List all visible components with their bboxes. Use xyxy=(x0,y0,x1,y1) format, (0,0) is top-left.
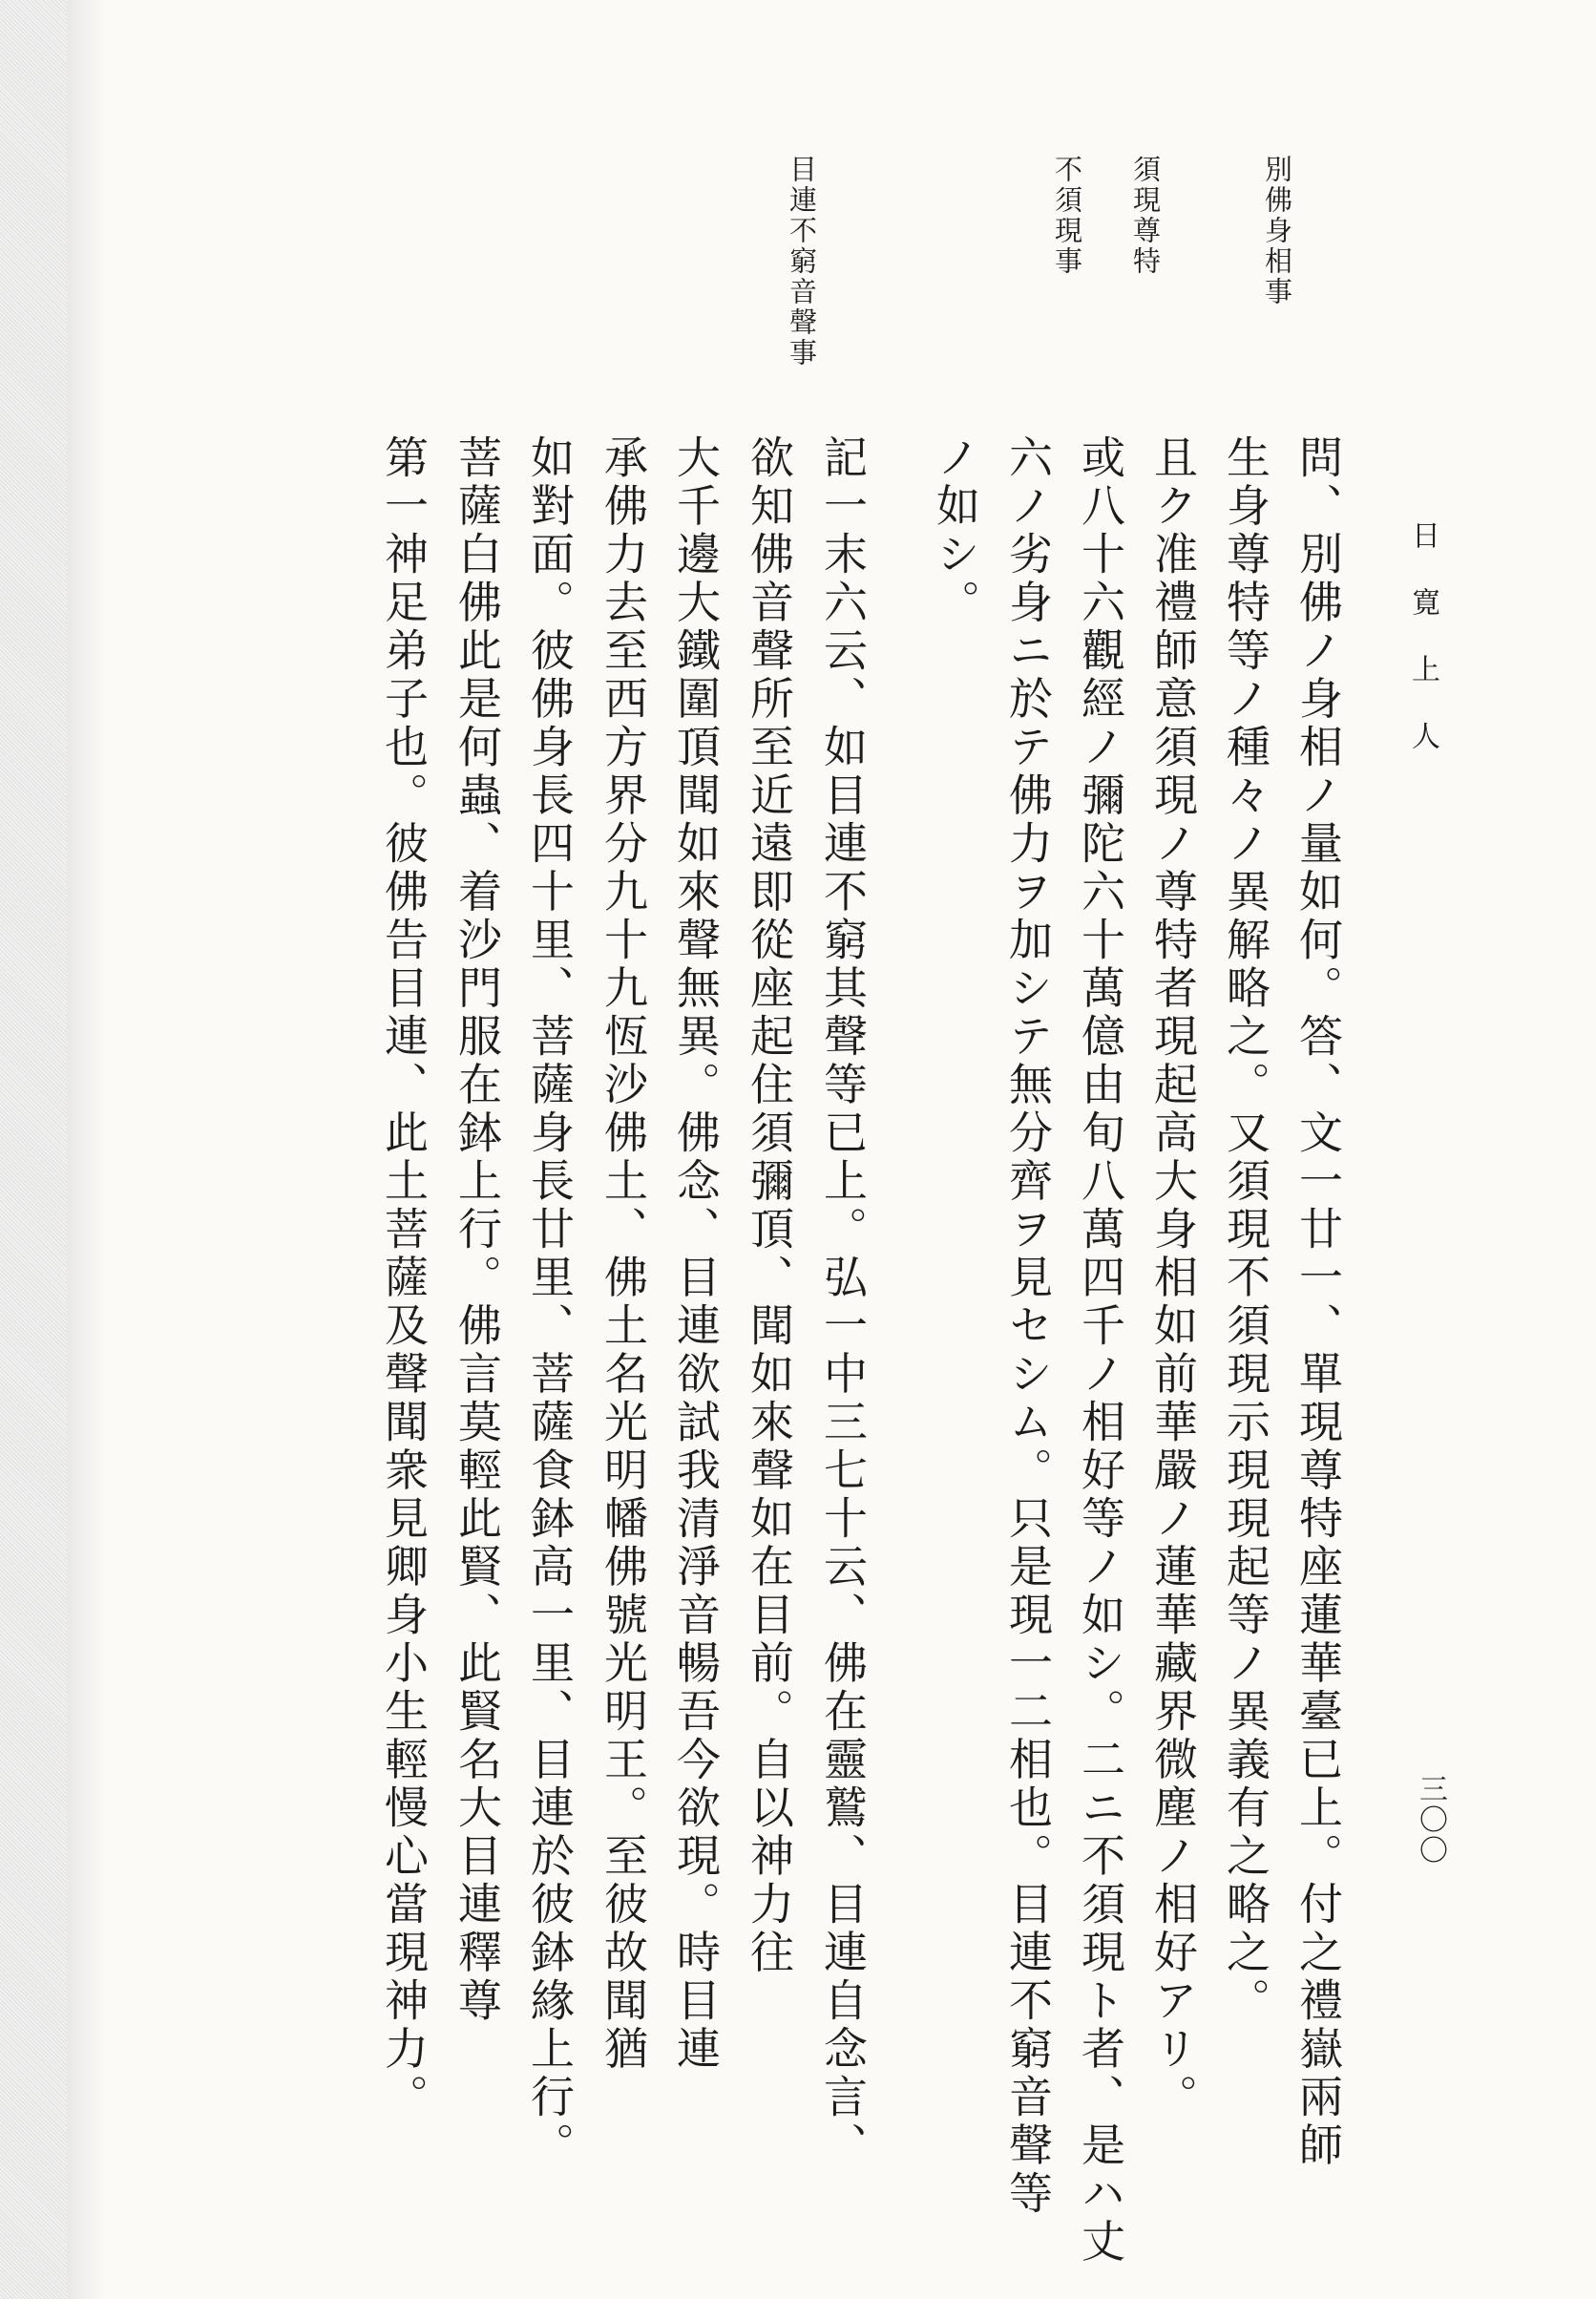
body-line-2: 生身尊特等ノ種々ノ異解略之。又須現不須現示現現起等ノ異義有之略之。 xyxy=(1220,434,1271,2026)
page-binding-shadow xyxy=(0,0,67,2299)
margin-note-sugen: 須現尊特 xyxy=(1129,155,1162,277)
body-line-13: 第一神足弟子也。彼佛告目連、此土菩薩及聲聞衆見卿身小生輕慢心當現神力。 xyxy=(378,434,430,2122)
page-number: 三〇〇 xyxy=(1414,1774,1447,1866)
body-line-4: 或八十六觀經ノ彌陀六十萬億由旬八萬四千ノ相好等ノ如シ。二ニ不須現ト者、是ハ丈 xyxy=(1075,434,1126,2267)
running-head: 日寛上人 xyxy=(1406,520,1439,788)
margin-note-mokuren: 目連不窮音聲事 xyxy=(786,155,818,369)
body-line-5: 六ノ劣身ニ於テ佛力ヲ加シテ無分齊ヲ見セシム。只是現一二相也。目連不窮音聲等 xyxy=(1002,434,1054,2219)
margin-note-fusugen: 不須現事 xyxy=(1051,155,1083,277)
body-line-7: 記一末六云、如目連不窮其聲等已上。弘一中三七十云、佛在靈鷲、目連自念言、 xyxy=(817,434,869,2170)
body-line-11: 如對面。彼佛身長四十里、菩薩身長廿里、菩薩食鉢高一里、目連於彼鉢緣上行。 xyxy=(524,434,576,2170)
body-line-6: ノ如シ。 xyxy=(930,434,981,627)
body-line-12: 菩薩白佛此是何蟲、着沙門服在鉢上行。佛言莫輕此賢、此賢名大目連釋尊 xyxy=(452,434,503,2026)
body-line-3: 且ク准禮師意須現ノ尊特者現起高大身相如前華嚴ノ蓮華藏界微塵ノ相好アリ。 xyxy=(1147,434,1199,2122)
body-line-9: 大千邊大鐵圍頂聞如來聲無異。佛念、目連欲試我清淨音暢吾今欲現。時目連 xyxy=(670,434,722,2074)
margin-note-bessin: 別佛身相事 xyxy=(1261,155,1293,307)
page-binding-fade xyxy=(67,0,105,2299)
body-line-1: 問、別佛ノ身相ノ量如何。答、文一廿一、單現尊特座蓮華臺已上。付之禮嶽兩師 xyxy=(1292,434,1344,2170)
body-line-8: 欲知佛音聲所至近遠即從座起住須彌頂、聞如來聲如在目前。自以神力往 xyxy=(744,434,795,1977)
body-line-10: 承佛力去至西方界分九十九恆沙佛土、佛土名光明幡佛號光明王。至彼故聞猶 xyxy=(598,434,649,2074)
